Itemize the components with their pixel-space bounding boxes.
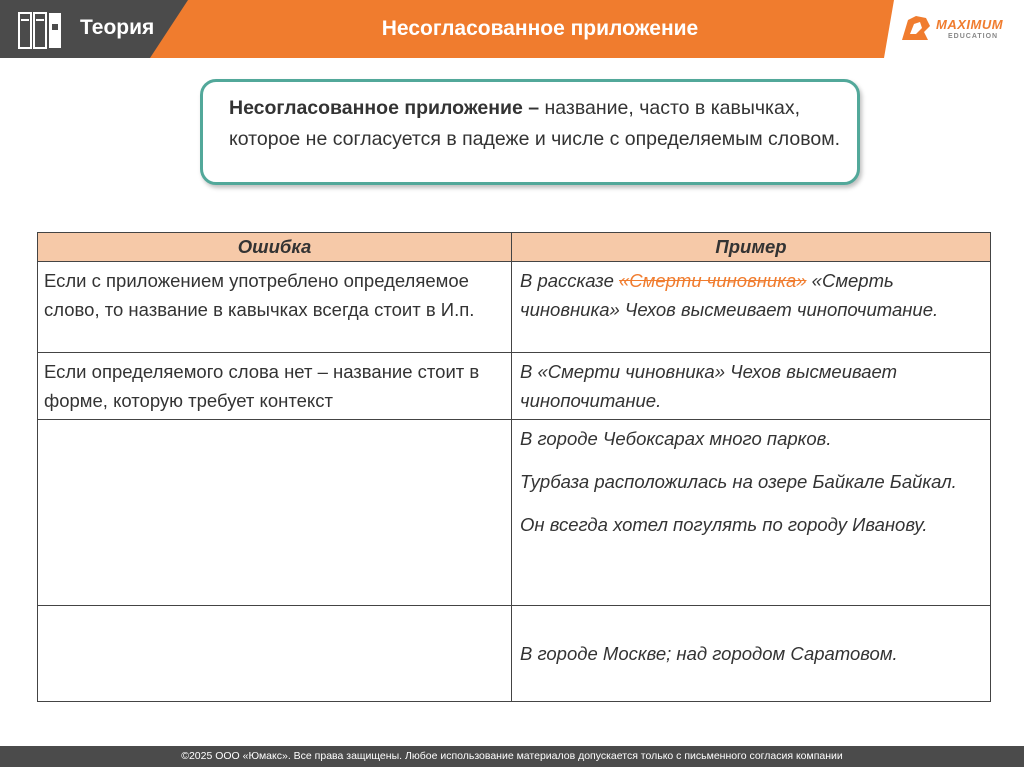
- table-row: [38, 353, 991, 420]
- table-row: [38, 420, 991, 606]
- column-header-error: Ошибка: [38, 233, 512, 262]
- example-cell: [512, 262, 991, 353]
- example-cell: В «Смерти чиновника» Чехов высмеивает чинопочитание.: [512, 353, 991, 420]
- definition-box: [200, 79, 860, 185]
- struck-wrong-form: «Смерти чиновника»: [619, 270, 807, 291]
- logo-text: MAXIMUM: [936, 17, 1004, 32]
- example-line: В городе Чебоксарах много парков.: [520, 428, 832, 449]
- table-header-row: [38, 233, 991, 262]
- logo-subtext: EDUCATION: [948, 33, 999, 40]
- example-prefix: В рассказе: [520, 270, 619, 291]
- error-cell: Если с приложением употреблено определяемое слово, то название в кавычках всегда стоит в И.п.: [38, 262, 512, 353]
- column-header-example: Пример: [512, 233, 991, 262]
- definition-term: Несогласованное приложение –: [229, 97, 540, 119]
- copyright-footer: ©2025 ООО «Юмакс». Все права защищены. Любое использование материалов допускается только с письменного согласия компании: [0, 746, 1024, 767]
- example-line: Турбаза расположилась на озере Байкале Байкал.: [520, 471, 957, 492]
- example-cell: В городе Москве; над городом Саратовом.: [512, 606, 991, 702]
- error-cell: Если определяемого слова нет – название стоит в форме, которую требует контекст: [38, 353, 512, 420]
- rules-table: [37, 232, 991, 702]
- error-cell-empty: [38, 606, 512, 702]
- books-icon: [18, 10, 64, 50]
- example-cell: [512, 420, 991, 606]
- example-line: Он всегда хотел погулять по городу Иванову.: [520, 514, 928, 535]
- table-row: [38, 262, 991, 353]
- header-bar: [0, 0, 1024, 58]
- table-row: [38, 606, 991, 702]
- definition-text: [229, 93, 849, 155]
- section-label: Теория: [80, 16, 155, 39]
- definition-body: название, часто в кавычках, которое не согласуется в падеже и числе с определяемым словом.: [229, 97, 841, 150]
- page-title: Несогласованное приложение: [381, 17, 699, 40]
- example-correction: «Смерть чиновника» Чехов высмеивает чинопочитание.: [520, 270, 939, 320]
- error-cell-empty: [38, 420, 512, 606]
